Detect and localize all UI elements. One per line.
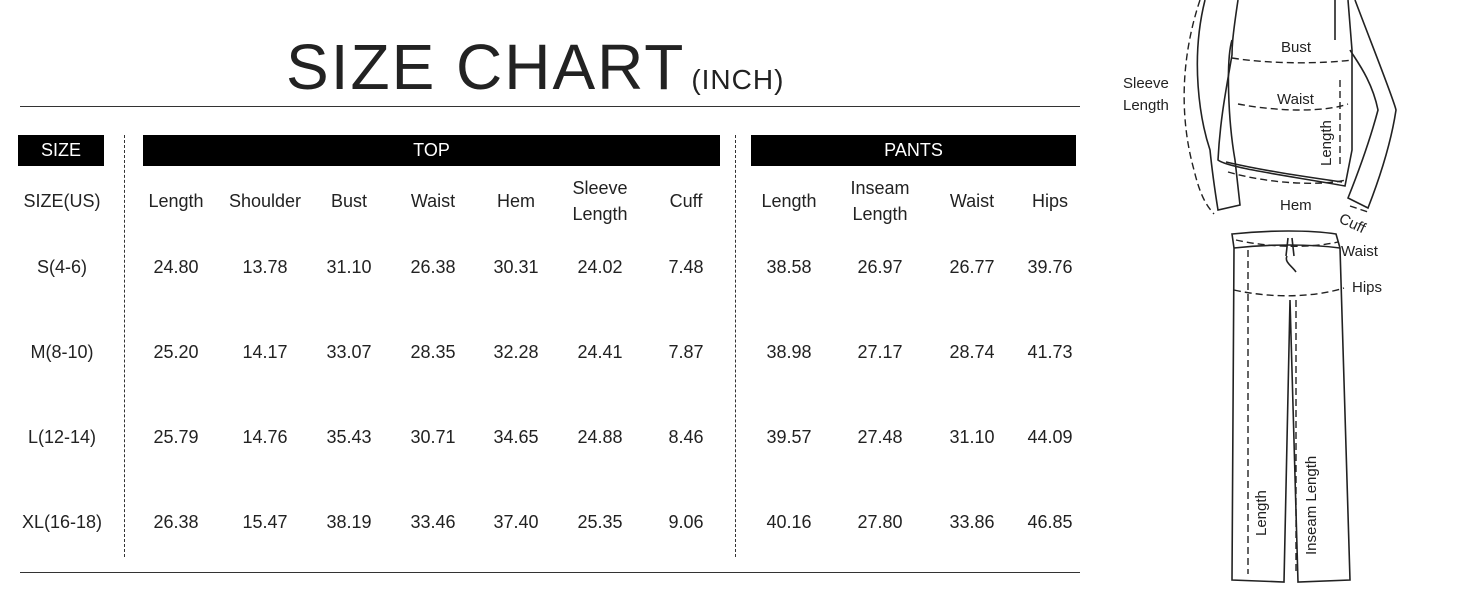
title-divider bbox=[20, 106, 1080, 107]
top-value-cell: 14.17 bbox=[242, 342, 288, 362]
top-value-cell: 14.76 bbox=[242, 427, 288, 447]
garment-diagram bbox=[1095, 0, 1464, 600]
sleeve-length-label: Sleeve Length bbox=[1123, 75, 1169, 114]
top-value-cell: 24.88 bbox=[577, 427, 623, 447]
top-value-cell: 13.78 bbox=[242, 257, 288, 277]
size-group-header: SIZE bbox=[18, 135, 104, 166]
size-us-header: SIZE(US) bbox=[23, 191, 101, 211]
top-column-header: Cuff bbox=[669, 191, 703, 211]
diagram-labels bbox=[1123, 39, 1382, 555]
top-column-header: Shoulder bbox=[228, 191, 302, 211]
pants-column-header: Length bbox=[761, 191, 817, 211]
hips-label: Hips bbox=[1352, 279, 1383, 296]
page-title bbox=[286, 30, 784, 104]
title-text: SIZE CHART bbox=[286, 31, 686, 103]
top-value-cell: 33.07 bbox=[326, 342, 372, 362]
pants-column-header: Waist bbox=[949, 191, 995, 211]
top-value-cell: 31.10 bbox=[326, 257, 372, 277]
pants-length-label: Length bbox=[1253, 490, 1270, 536]
top-column-header: Hem bbox=[496, 191, 535, 211]
top-value-cell: 25.35 bbox=[577, 512, 623, 532]
bust-label: Bust bbox=[1281, 39, 1312, 56]
top-column-header: Bust bbox=[330, 191, 368, 211]
pants-diagram bbox=[1232, 231, 1350, 582]
top-column-header: Sleeve Length bbox=[572, 178, 628, 224]
size-cell: S(4-6) bbox=[36, 257, 87, 277]
top-value-cell: 25.79 bbox=[153, 427, 199, 447]
top-value-cell: 8.46 bbox=[668, 427, 704, 447]
title-unit: (INCH) bbox=[691, 64, 785, 95]
top-value-cell: 28.35 bbox=[410, 342, 456, 362]
pants-waist-label: Waist bbox=[1341, 243, 1378, 260]
top-value-cell: 25.20 bbox=[153, 342, 199, 362]
top-value-cell: 30.71 bbox=[410, 427, 456, 447]
pants-value-cell: 27.17 bbox=[857, 342, 903, 362]
top-waist-label: Waist bbox=[1277, 91, 1314, 108]
pants-value-cell: 26.97 bbox=[857, 257, 903, 277]
top-pants-separator bbox=[735, 135, 736, 557]
inseam-length-label: Inseam Length bbox=[1303, 455, 1320, 555]
top-column-header: Length bbox=[148, 191, 204, 211]
pants-value-cell: 46.85 bbox=[1027, 512, 1073, 532]
top-value-cell: 9.06 bbox=[668, 512, 704, 532]
top-value-cell: 26.38 bbox=[153, 512, 199, 532]
top-value-cell: 24.80 bbox=[153, 257, 199, 277]
top-value-cell: 24.02 bbox=[577, 257, 623, 277]
top-value-cell: 26.38 bbox=[410, 257, 456, 277]
pants-value-cell: 33.86 bbox=[949, 512, 995, 532]
pants-value-cell: 31.10 bbox=[949, 427, 995, 447]
pants-value-cell: 39.76 bbox=[1027, 257, 1073, 277]
pants-group-header: PANTS bbox=[751, 135, 1076, 166]
pants-value-cell: 39.57 bbox=[766, 427, 812, 447]
top-value-cell: 34.65 bbox=[493, 427, 539, 447]
top-value-cell: 37.40 bbox=[493, 512, 539, 532]
top-value-cell: 38.19 bbox=[326, 512, 372, 532]
top-value-cell: 30.31 bbox=[493, 257, 539, 277]
bottom-divider bbox=[20, 572, 1080, 573]
top-column-header: Waist bbox=[410, 191, 456, 211]
pants-value-cell: 27.80 bbox=[857, 512, 903, 532]
pants-value-cell: 38.98 bbox=[766, 342, 812, 362]
pants-value-cell: 40.16 bbox=[766, 512, 812, 532]
top-value-cell: 15.47 bbox=[242, 512, 288, 532]
top-value-cell: 24.41 bbox=[577, 342, 623, 362]
top-group-header: TOP bbox=[143, 135, 720, 166]
top-value-cell: 32.28 bbox=[493, 342, 539, 362]
pants-value-cell: 27.48 bbox=[857, 427, 903, 447]
top-value-cell: 7.48 bbox=[668, 257, 704, 277]
size-cell: L(12-14) bbox=[27, 427, 97, 447]
pants-value-cell: 38.58 bbox=[766, 257, 812, 277]
size-cell: XL(16-18) bbox=[21, 512, 103, 532]
pants-column-header: Hips bbox=[1031, 191, 1068, 211]
pants-value-cell: 44.09 bbox=[1027, 427, 1073, 447]
pants-measure-lines bbox=[1234, 240, 1344, 574]
pants-value-cell: 41.73 bbox=[1027, 342, 1073, 362]
top-value-cell: 35.43 bbox=[326, 427, 372, 447]
top-value-cell: 7.87 bbox=[668, 342, 704, 362]
pants-column-header: Inseam Length bbox=[850, 178, 910, 224]
pants-value-cell: 28.74 bbox=[949, 342, 995, 362]
size-cell: M(8-10) bbox=[30, 342, 94, 362]
top-value-cell: 33.46 bbox=[410, 512, 456, 532]
size-column-separator bbox=[124, 135, 125, 557]
cuff-label: Cuff bbox=[1336, 210, 1369, 238]
hem-label: Hem bbox=[1280, 197, 1312, 214]
top-length-label: Length bbox=[1318, 120, 1335, 166]
pants-value-cell: 26.77 bbox=[949, 257, 995, 277]
